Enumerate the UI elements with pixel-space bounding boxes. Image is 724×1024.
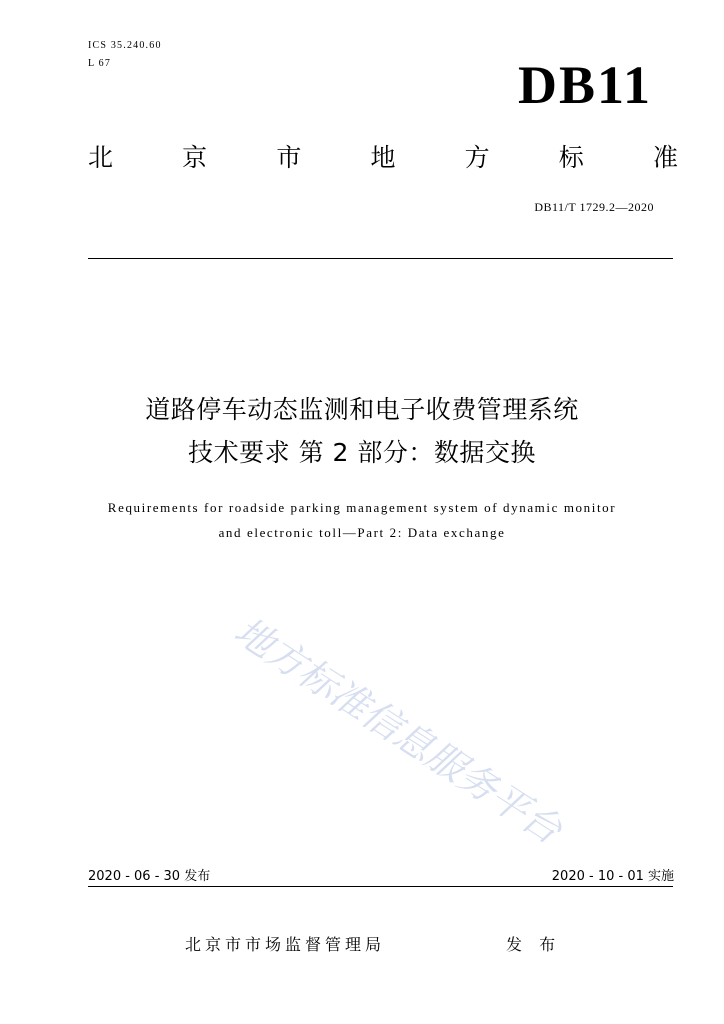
standard-type-char: 准 <box>652 143 678 172</box>
db11-logo: DB11 <box>517 55 652 115</box>
watermark: 地方标准信息服务平台 <box>226 608 570 853</box>
standard-number: DB11/T 1729.2—2020 <box>534 200 654 214</box>
title-zh-line2: 技术要求 第 2 部分：数据交换 <box>188 438 536 467</box>
issue-date: 2020 - 06 - 30 发布 <box>88 869 211 884</box>
title-zh-line1: 道路停车动态监测和电子收费管理系统 <box>145 395 579 424</box>
standard-type-char: 北 <box>88 143 114 172</box>
standard-type-char: 地 <box>370 143 396 172</box>
implementation-date: 2020 - 10 - 01 实施 <box>551 869 674 884</box>
standard-type-char: 市 <box>276 143 302 172</box>
title-en-line1: Requirements for roadside parking management system of dynamic monitor <box>107 500 617 515</box>
header-divider <box>88 258 673 259</box>
title-en-line2: and electronic toll—Part 2: Data exchange <box>218 525 506 540</box>
ics-code: ICS 35.240.60 <box>88 40 162 51</box>
l-code: L 67 <box>88 58 112 69</box>
standard-type-char: 方 <box>464 143 490 172</box>
standard-type-char: 标 <box>558 143 584 172</box>
issue-label: 发 布 <box>506 935 562 954</box>
standard-type-char: 京 <box>182 143 208 172</box>
footer-divider <box>88 886 673 887</box>
standard-type <box>88 143 678 173</box>
issuing-authority: 北京市市场监督管理局 <box>185 935 386 954</box>
